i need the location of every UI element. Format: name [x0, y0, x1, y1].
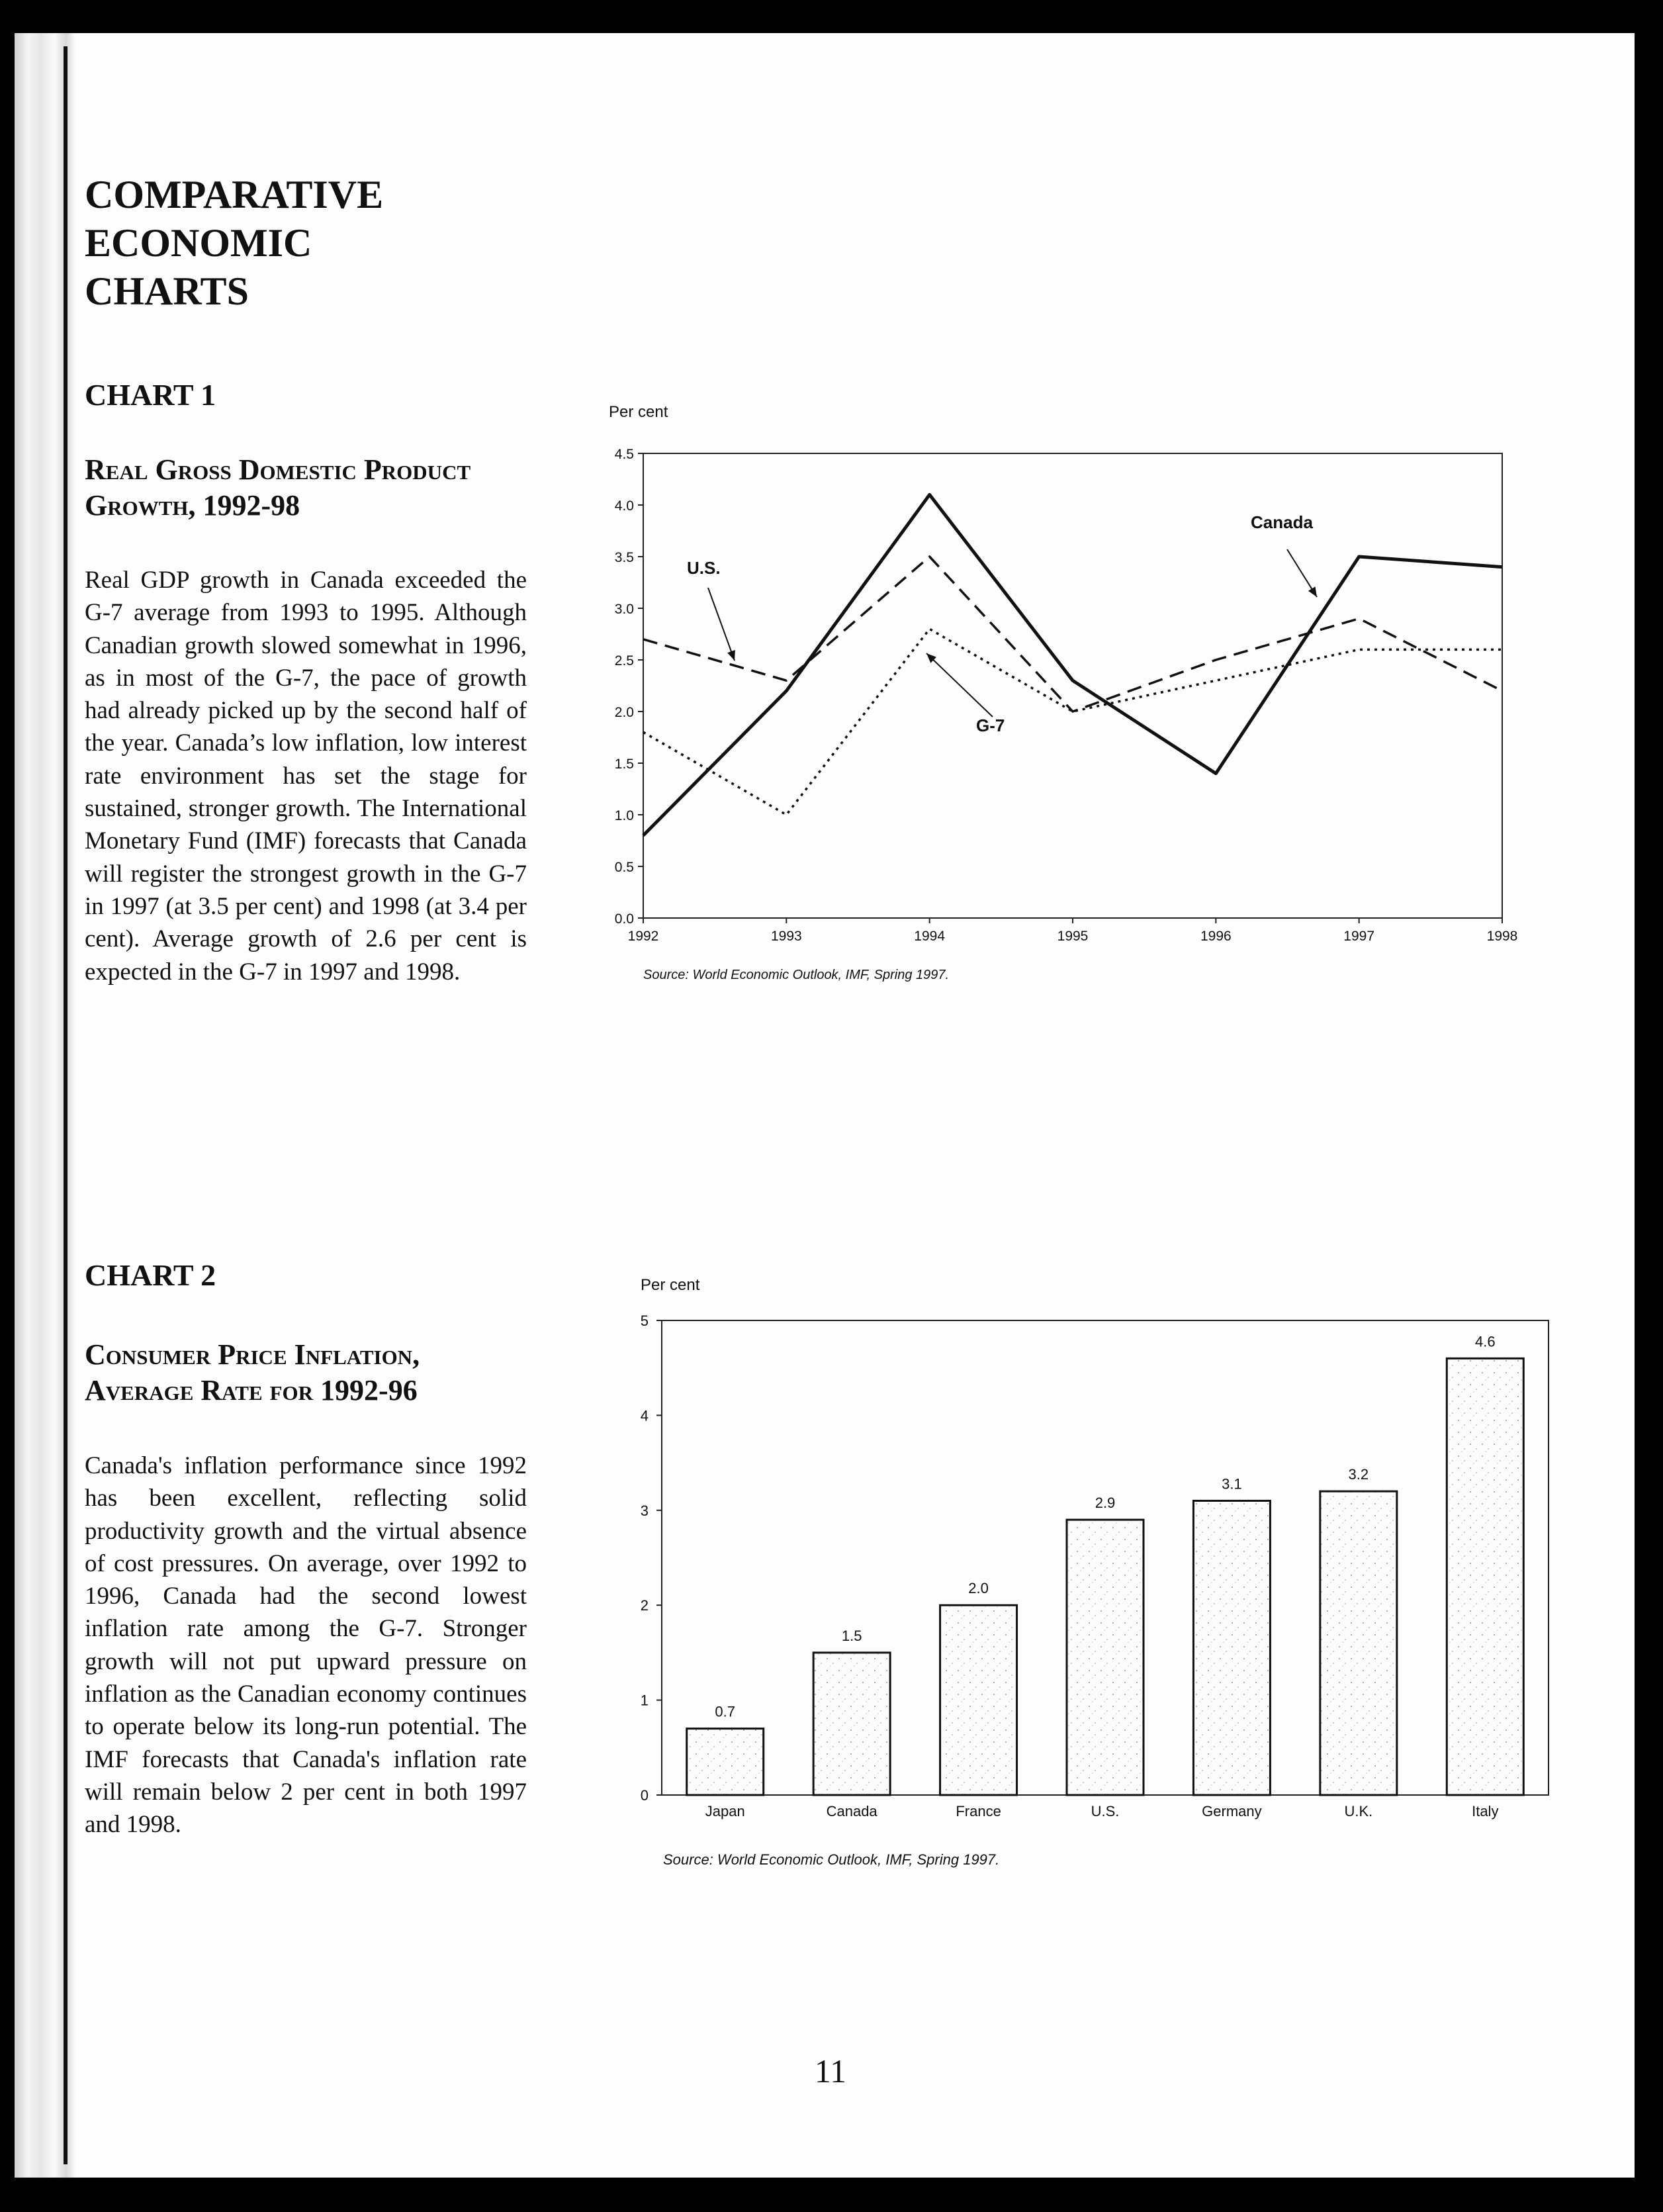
x-tick-label: 1998: [1486, 929, 1518, 944]
x-tick-label: 1995: [1057, 929, 1089, 944]
y-tick-label: 4.5: [614, 447, 634, 462]
x-tick-label: 1993: [770, 929, 802, 944]
x-category-label: U.S.: [1091, 1803, 1120, 1820]
gdp-growth-line-chart: [596, 400, 1522, 996]
series-canada-line: [643, 494, 1502, 835]
y-tick-label: 1.5: [614, 757, 634, 772]
chart2-source: Source: World Economic Outlook, IMF, Spring 1997.: [663, 1851, 1000, 1868]
bar-germany: [1193, 1500, 1270, 1795]
chart2-heading: Consumer Price Inflation, Average Rate for 1992-96: [85, 1338, 420, 1406]
y-tick-label: 5: [640, 1313, 649, 1329]
x-tick-label: 1994: [914, 929, 946, 944]
page-title: COMPARATIVE ECONOMIC CHARTS: [85, 173, 384, 313]
label-arrow-g7: [926, 653, 993, 717]
plot-frame: [643, 453, 1502, 918]
x-tick-label: 1996: [1200, 929, 1232, 944]
y-tick-label: 2.0: [614, 705, 634, 720]
bar-us: [1067, 1520, 1144, 1795]
x-category-label: France: [956, 1803, 1001, 1820]
bar-value-label: 0.7: [715, 1703, 736, 1720]
bar-france: [940, 1605, 1017, 1795]
label-arrow-us: [708, 588, 735, 661]
chart1-label: CHART 1: [85, 378, 216, 412]
y-tick-label: 4.0: [614, 498, 634, 514]
y-tick-label: 4: [640, 1407, 649, 1424]
series-label-g7: G-7: [976, 715, 1005, 735]
series-us-line: [643, 557, 1502, 712]
x-category-label: Canada: [826, 1803, 877, 1820]
y-tick-label: 0.5: [614, 860, 634, 875]
chart2-label: CHART 2: [85, 1258, 216, 1292]
cpi-inflation-bar-chart: [622, 1274, 1562, 1883]
bar-canada: [813, 1653, 890, 1795]
chart1-heading: Real Gross Domestic Product Growth, 1992-98: [85, 453, 471, 522]
chart1-source: Source: World Economic Outlook, IMF, Spring 1997.: [643, 968, 950, 982]
y-tick-label: 0: [640, 1787, 649, 1804]
bar-italy: [1447, 1358, 1523, 1795]
y-tick-label: 2.5: [614, 653, 634, 668]
x-tick-label: 1997: [1343, 929, 1375, 944]
series-label-canada: Canada: [1251, 512, 1313, 532]
series-g7-line: [643, 629, 1502, 815]
bar-value-label: 2.9: [1095, 1495, 1116, 1512]
y-tick-label: 3: [640, 1502, 649, 1519]
y-tick-label: 3.0: [614, 602, 634, 617]
chart1-body: Real GDP growth in Canada exceeded the G-7 average from 1993 to 1995. Although Canadian growth slowed somewhat in 1996, as in most of the G-7, the pace of growth had already picked up by the second half of the year. Canada’s low inflation, low interest rate environment has set the stage for sustained, stronger growth. The International Monetary Fund (IMF) forecasts that Canada will register the strongest growth in the G-7 in 1997 (at 3.5 per cent) and 1998 (at 3.4 per cent). Average growth of 2.6 per cent is expected in the G-7 in 1997 and 1998.: [85, 567, 527, 986]
y-tick-label: 1.0: [614, 808, 634, 823]
bar-value-label: 3.1: [1222, 1475, 1242, 1493]
bar-japan: [687, 1729, 764, 1795]
y-tick-label: 0.0: [614, 911, 634, 927]
y-tick-label: 2: [640, 1597, 649, 1614]
bar-value-label: 3.2: [1348, 1466, 1369, 1483]
x-category-label: Japan: [705, 1803, 745, 1820]
bar-value-label: 1.5: [841, 1627, 862, 1644]
page-number: 11: [814, 2052, 847, 2090]
arrowhead-us: [727, 650, 735, 661]
y-axis-title: Per cent: [641, 1276, 700, 1294]
y-axis-title: Per cent: [609, 403, 668, 421]
y-tick-label: 3.5: [614, 550, 634, 565]
y-tick-label: 1: [640, 1692, 649, 1709]
chart2-body: Canada's inflation performance since 1992 has been excellent, reflecting solid productivity growth and the virtual absence of cost pressures. On average, over 1992 to 1996, Canada had the second lowest inflation rate among the G-7. Stronger growth will not put upward pressure on inflation as the Canadian economy continues to operate below its long-run potential. The IMF forecasts that Canada's inflation rate will remain below 2 per cent in both 1997 and 1998.: [85, 1452, 527, 1839]
series-label-us: U.S.: [687, 558, 721, 578]
bar-uk: [1320, 1491, 1397, 1795]
bar-value-label: 4.6: [1474, 1333, 1496, 1350]
spine-rule: [64, 46, 67, 2164]
x-category-label: Germany: [1202, 1803, 1262, 1820]
x-category-label: Italy: [1472, 1803, 1499, 1820]
arrowhead-canada: [1308, 586, 1317, 597]
x-category-label: U.K.: [1344, 1803, 1373, 1820]
x-tick-label: 1992: [627, 929, 659, 944]
bar-value-label: 2.0: [968, 1580, 989, 1597]
